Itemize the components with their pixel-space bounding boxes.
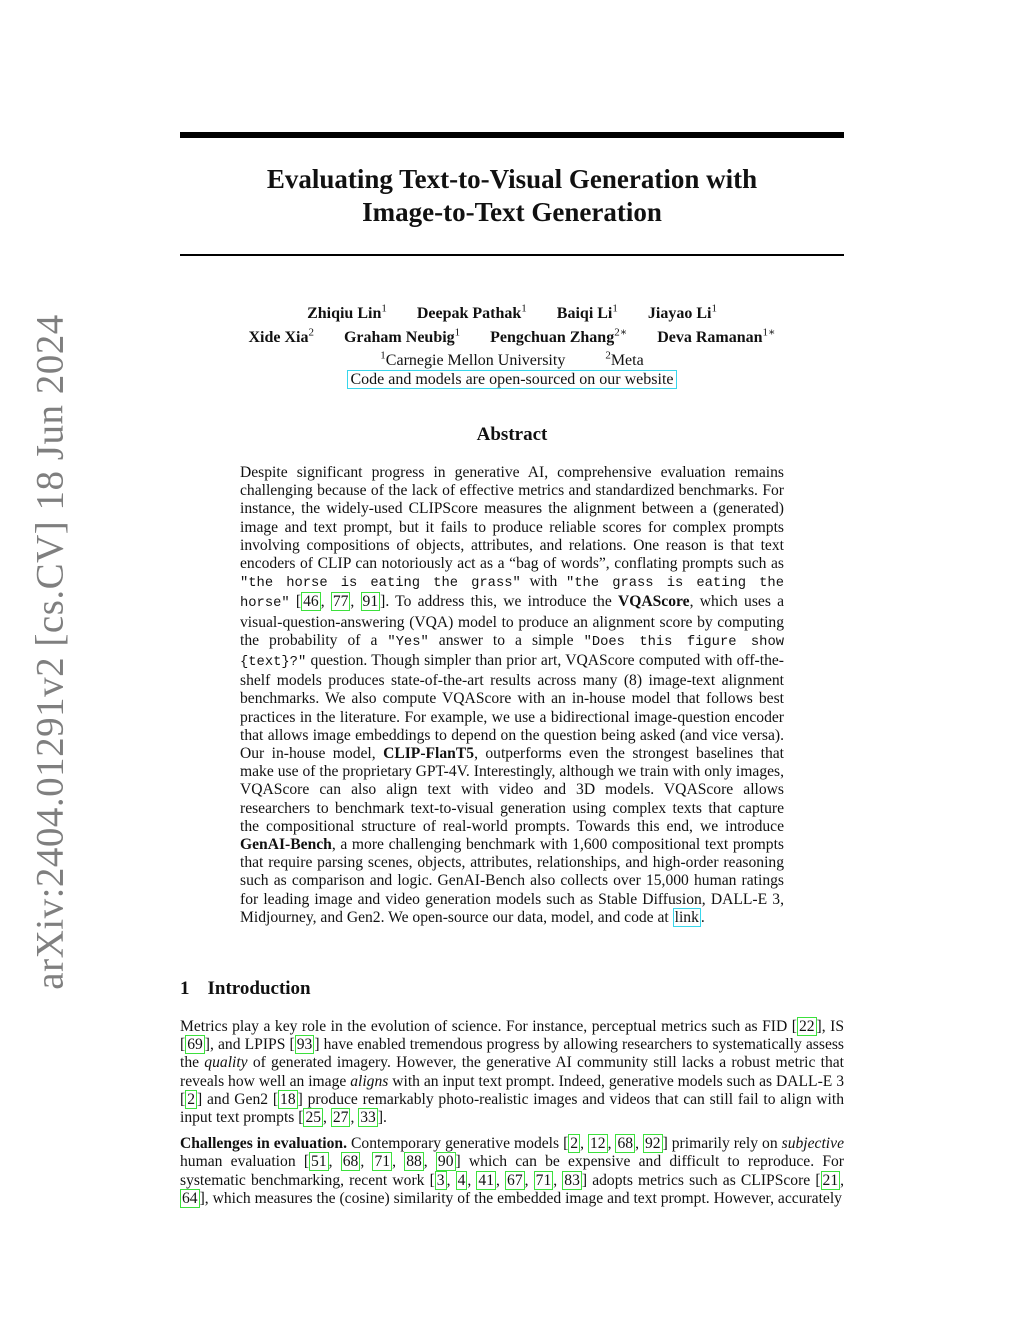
title-line-1: Evaluating Text-to-Visual Generation with [266, 164, 758, 194]
abstract-heading: Abstract [476, 424, 548, 445]
website-row [180, 370, 844, 389]
citation-link[interactable]: 21 [822, 1171, 839, 1189]
citation-link[interactable]: 67 [507, 1171, 523, 1189]
citation-link[interactable]: 18 [280, 1090, 296, 1108]
author: Zhiqiu Lin$^1$ [307, 303, 387, 323]
citation-link[interactable]: 69 [187, 1036, 203, 1054]
citation-link[interactable]: 2 [570, 1135, 579, 1153]
paper-title [180, 163, 844, 229]
citation-link[interactable]: 71 [535, 1171, 552, 1189]
author: Baiqi Li$^1$ [556, 303, 618, 323]
section-heading-introduction: 1 Introduction [180, 978, 311, 999]
citation-link[interactable]: 12 [589, 1135, 606, 1153]
citation-link[interactable]: 83 [564, 1171, 580, 1189]
citation-link[interactable]: 41 [478, 1171, 495, 1189]
affiliation: $^2$Meta [605, 349, 644, 369]
author: Deva Ramanan$^{1∗}$ [657, 326, 776, 346]
citation-link[interactable]: 4 [457, 1171, 466, 1189]
abstract-text: Despite significant progress in generative AI, comprehensive evaluation remains challenging because of the lack of effective metrics and standardized benchmarks. For instance, the widely-used CLIPScore measures the alignment between a (generated) image and text prompt, but it fails to produce reliable scores for complex prompts involving compositions of objects, attributes, and relations. One reason is that text encoders of CLIP can notoriously act as a “bag of words”, conflating prompts such as "the horse is eating the grass" with "the grass is eating the horse" [ 46 , 77 , 91 ]. To address this, we introduce the VQAScore, which uses a visual-question-answering (VQA) model to produce an alignment score by computing the probability of a "Yes" answer to a simple "Does this figure show {text}?" question. Though simpler than prior art, VQAScore computed with off-the-shelf models produces state-of-the-art results across many (8) image-text alignment benchmarks. We also compute VQAScore with an in-house model that follows best practices in the literature. For example, we use a bidirectional image-question encoder that allows image embeddings to depend on the question being asked (and vice versa). Our in-house model, CLIP-FlanT5, outperforms even the strongest baselines that make use of the proprietary GPT-4V. Interestingly, although we train with only images, VQAScore can also align text with video and 3D models. VQAScore allows researchers to benchmark text-to-visual generation using complex texts that capture the compositional structure of real-world prompts. Towards this end, we introduce GenAI-Bench, a more challenging benchmark with 1,600 compositional text prompts that require parsing scenes, objects, attributes, relationships, and high-order reasoning such as comparison and logic. GenAI-Bench also collects over 15,000 human ratings for leading image and video generation models such as Stable Diffusion, DALL-E 3, Midjourney, and Gen2. We open-source our data, model, and code at link . [240, 464, 785, 926]
citation-link[interactable]: 68 [342, 1153, 359, 1171]
citation-link[interactable]: 25 [305, 1109, 322, 1127]
citation-link[interactable]: 46 [303, 593, 319, 611]
citation-link[interactable]: 51 [311, 1153, 327, 1171]
author: Jiayao Li$^1$ [647, 303, 717, 323]
citation-link[interactable]: 71 [374, 1153, 391, 1171]
author: Deepak Pathak$^1$ [416, 303, 527, 323]
title-top-rule [180, 132, 844, 138]
citation-link[interactable]: 92 [644, 1135, 661, 1153]
website-link[interactable]: Code and models are open-sourced on our website [347, 370, 676, 389]
citation-link[interactable]: 22 [798, 1018, 815, 1035]
citation-link[interactable]: 88 [406, 1153, 422, 1171]
title-line-2: Image-to-Text Generation [362, 197, 662, 227]
citation-link[interactable]: 64 [182, 1189, 198, 1207]
author: Pengchuan Zhang$^{2∗}$ [490, 326, 628, 346]
arxiv-stamp-text: arXiv:2404.01291v2 [cs.CV] 18 Jun 2024 [28, 314, 72, 990]
code-link[interactable]: link [674, 908, 699, 926]
citation-link[interactable]: 3 [436, 1171, 445, 1189]
citation-link[interactable]: 91 [362, 593, 379, 611]
intro-paragraph-2: Challenges in evaluation. Contemporary generative models [ 2 , 12 , 68 , 92 ] primarily rely on subjective human evaluation [ 51 , 68 , 71 , 88 , 90 ] which can be expensive and difficult to reproduce. For systematic benchmarking, recent work [ 3 , 4 , 41 , 67 , 71 , 83 ] adopts metrics such as CLIPScore [ 21 , 64 ], which measures the (cosine) similarity of the embedded image and text prompt. However, accurately [180, 1135, 845, 1207]
citation-link[interactable]: 90 [437, 1153, 454, 1171]
affiliation-row [180, 347, 844, 370]
author-row-2 [180, 323, 844, 346]
citation-link[interactable]: 93 [296, 1036, 313, 1054]
citation-link[interactable]: 33 [360, 1109, 376, 1127]
citation-link[interactable]: 68 [617, 1135, 634, 1153]
title-bottom-rule [180, 254, 844, 256]
author: Xide Xia$^2$ [248, 326, 314, 346]
citation-link[interactable]: 77 [332, 593, 349, 611]
introduction-body [180, 1018, 844, 1216]
author-block [180, 300, 844, 389]
author-row-1 [180, 300, 844, 323]
run-in-heading: Challenges in evaluation. [180, 1135, 347, 1153]
citation-link[interactable]: 2 [187, 1090, 195, 1108]
intro-paragraph-1: Metrics play a key role in the evolution of science. For instance, perceptual metrics such as FID [ 22 ], IS [ 69 ], and LPIPS [ 93 ] have enabled tremendous progress by allowing researchers to systematically assess the quality of generated imagery. However, the generative AI community still lacks a robust metric that reveals how well an image aligns with an input text prompt. Indeed, generative models such as DALL-E 3 [ 2 ] and Gen2 [ 18 ] produce remarkably photo-realistic images and videos that can still fail to align with input text prompts [ 25 , 27 , 33 ]. [180, 1018, 845, 1127]
citation-link[interactable]: 27 [332, 1109, 349, 1127]
affiliation: $^1$Carnegie Mellon University [380, 349, 566, 369]
author: Graham Neubig$^1$ [343, 326, 461, 346]
